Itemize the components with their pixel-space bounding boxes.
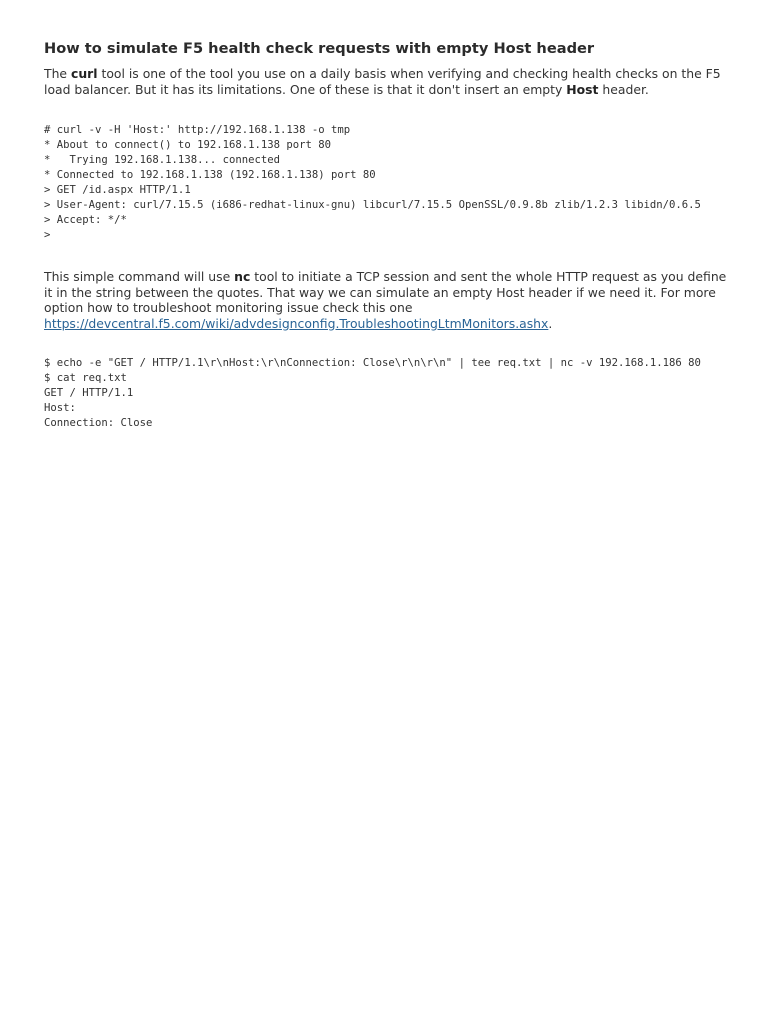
intro-paragraph bbox=[44, 66, 734, 97]
code-line: $ echo -e "GET / HTTP/1.1\r\nHost:\r\nConnection: Close\r\n\r\n" | tee req.txt | nc -v 192.168.1.186 80 bbox=[44, 357, 701, 369]
nc-text-2: tool to initiate a TCP session and sent the whole HTTP request as you define it in the string between the quotes. That way we can simulate an empty Host header if we need it. For more option how to troubleshoot monitoring issue check this one bbox=[44, 269, 727, 315]
nc-text-3: . bbox=[548, 315, 553, 331]
code-line: > Accept: */* bbox=[44, 214, 127, 226]
code-line: # curl -v -H 'Host:' http://192.168.1.138 -o tmp bbox=[44, 124, 351, 136]
nc-code-block bbox=[44, 356, 734, 431]
code-line: $ cat req.txt bbox=[44, 372, 127, 384]
intro-text-2: tool is one of the tool you use on a daily basis when verifying and checking health checks on the F5 load balancer. But it has its limitations. One of these is that it don't insert an empty bbox=[44, 66, 721, 97]
nc-paragraph bbox=[44, 269, 734, 331]
code-line: GET / HTTP/1.1 bbox=[44, 387, 134, 399]
code-line: > GET /id.aspx HTTP/1.1 bbox=[44, 184, 191, 196]
intro-text-3: header. bbox=[598, 81, 649, 97]
intro-bold-curl: curl bbox=[70, 66, 98, 81]
article bbox=[44, 38, 734, 431]
intro-text-1: The bbox=[44, 66, 71, 81]
code-line: > bbox=[44, 229, 51, 241]
nc-text-1: This simple command will use bbox=[44, 269, 235, 284]
article-title: How to simulate F5 health check requests with empty Host header bbox=[44, 40, 595, 57]
nc-bold: nc bbox=[234, 269, 251, 284]
troubleshooting-link[interactable]: https://devcentral.f5.com/wiki/advdesignconfig.TroubleshootingLtmMonitors.ashx bbox=[44, 315, 549, 331]
code-line: * Connected to 192.168.1.138 (192.168.1.138) port 80 bbox=[44, 169, 376, 181]
code-line: * Trying 192.168.1.138... connected bbox=[44, 154, 280, 166]
code-line: Host: bbox=[44, 402, 76, 414]
code-line: * About to connect() to 192.168.1.138 port 80 bbox=[44, 139, 332, 151]
code-line: Connection: Close bbox=[44, 417, 153, 429]
intro-bold-host: Host bbox=[566, 81, 599, 97]
curl-code-block bbox=[44, 123, 734, 243]
code-line: > User-Agent: curl/7.15.5 (i686-redhat-linux-gnu) libcurl/7.15.5 OpenSSL/0.9.8b zlib/1.2.3 libidn/0.6.5 bbox=[44, 199, 701, 211]
